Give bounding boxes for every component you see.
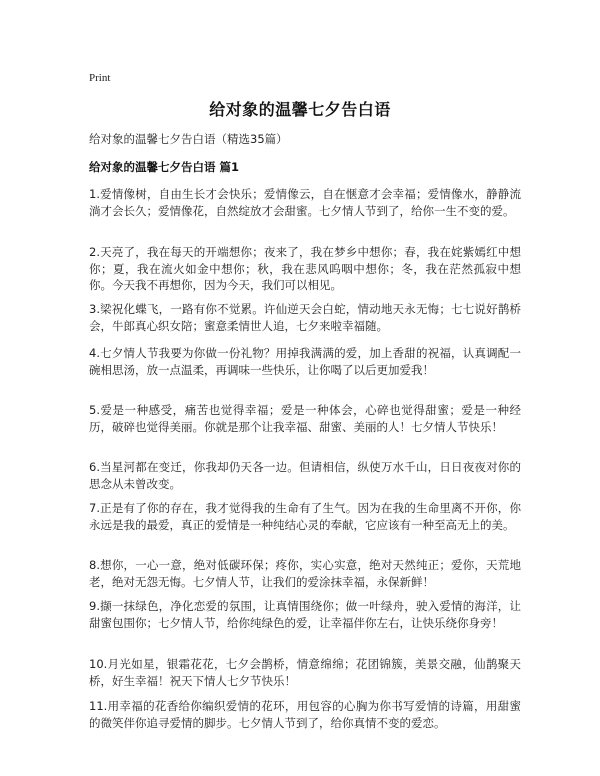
print-link[interactable]: Print bbox=[89, 72, 111, 84]
paragraph-7: 7.正是有了你的存在，我才觉得我的生命有了生气。因为在我的生命里离不开你，你永远是我的最爱，真正的爱情是一种纯结心灵的奉献，它应该有一种至高无上的美。 bbox=[89, 501, 521, 532]
paragraph-2: 2.天亮了，我在每天的开端想你；夜来了，我在梦乡中想你；春，我在姹紫嫣红中想你；夏，我在流火如金中想你；秋，我在悲风呜咽中想你；冬，我在茫然孤寂中想你。今天我不再想你，因为今天，我们可以相见。 bbox=[89, 245, 521, 292]
section-heading: 给对象的温馨七夕告白语 篇1 bbox=[89, 160, 240, 174]
paragraph-5: 5.爱是一种感受，痛苦也觉得幸福；爱是一种体会，心碎也觉得甜蜜；爱是一种经历，破碎也觉得美丽。你就是那个让我幸福、甜蜜、美丽的人！七夕情人节快乐！ bbox=[89, 403, 521, 434]
paragraph-10: 10.月光如星，银霜花花，七夕会鹊桥，情意绵绵；花团锦簇，美景交融，仙鹊聚天桥，好生幸福！祝天下情人七夕节快乐！ bbox=[89, 657, 521, 688]
paragraph-8: 8.想你，一心一意，绝对低碳环保；疼你，实心实意，绝对天然纯正；爱你，天荒地老，绝对无怨无悔。七夕情人节，让我们的爱涂抹幸福，永保新鲜！ bbox=[89, 558, 521, 589]
paragraph-4: 4.七夕情人节我要为你做一份礼物？用掉我满满的爱，加上香甜的祝福，认真调配一碗相思汤，放一点温柔，再调味一些快乐，让你喝了以后更加爱我！ bbox=[89, 346, 521, 377]
paragraph-3: 3.梁祝化蝶飞，一路有你不觉累。许仙逆天会白蛇，情动地天永无悔；七七说好鹊桥会，牛郎真心织女陪；蜜意柔情世人追，七夕来啦幸福随。 bbox=[89, 302, 521, 333]
paragraph-11: 11.用幸福的花香给你编织爱情的花环，用包容的心胸为你书写爱情的诗篇，用甜蜜的微笑伴你追寻爱情的脚步。七夕情人节到了，给你真情不变的爱恋。 bbox=[89, 699, 521, 730]
paragraph-6: 6.当星河都在变迁，你我却仍天各一边。但请相信，纵使万水千山，日日夜夜对你的思念从未曾改变。 bbox=[89, 460, 521, 491]
page-title: 给对象的温馨七夕告白语 bbox=[209, 100, 391, 119]
paragraph-1: 1.爱情像树，自由生长才会快乐；爱情像云，自在惬意才会幸福；爱情像水，静静流淌才会长久；爱情像花，自然绽放才会甜蜜。七夕情人节到了，给你一生不变的爱。 bbox=[89, 187, 521, 218]
paragraph-9: 9.撷一抹绿色，净化恋爱的氛围，让真情围绕你；做一叶绿舟，驶入爱情的海洋，让甜蜜包围你；七夕情人节，给你纯绿色的爱，让幸福伴你左右，让快乐绕你身旁！ bbox=[89, 599, 521, 630]
document-subtitle: 给对象的温馨七夕告白语（精选35篇） bbox=[89, 132, 288, 146]
